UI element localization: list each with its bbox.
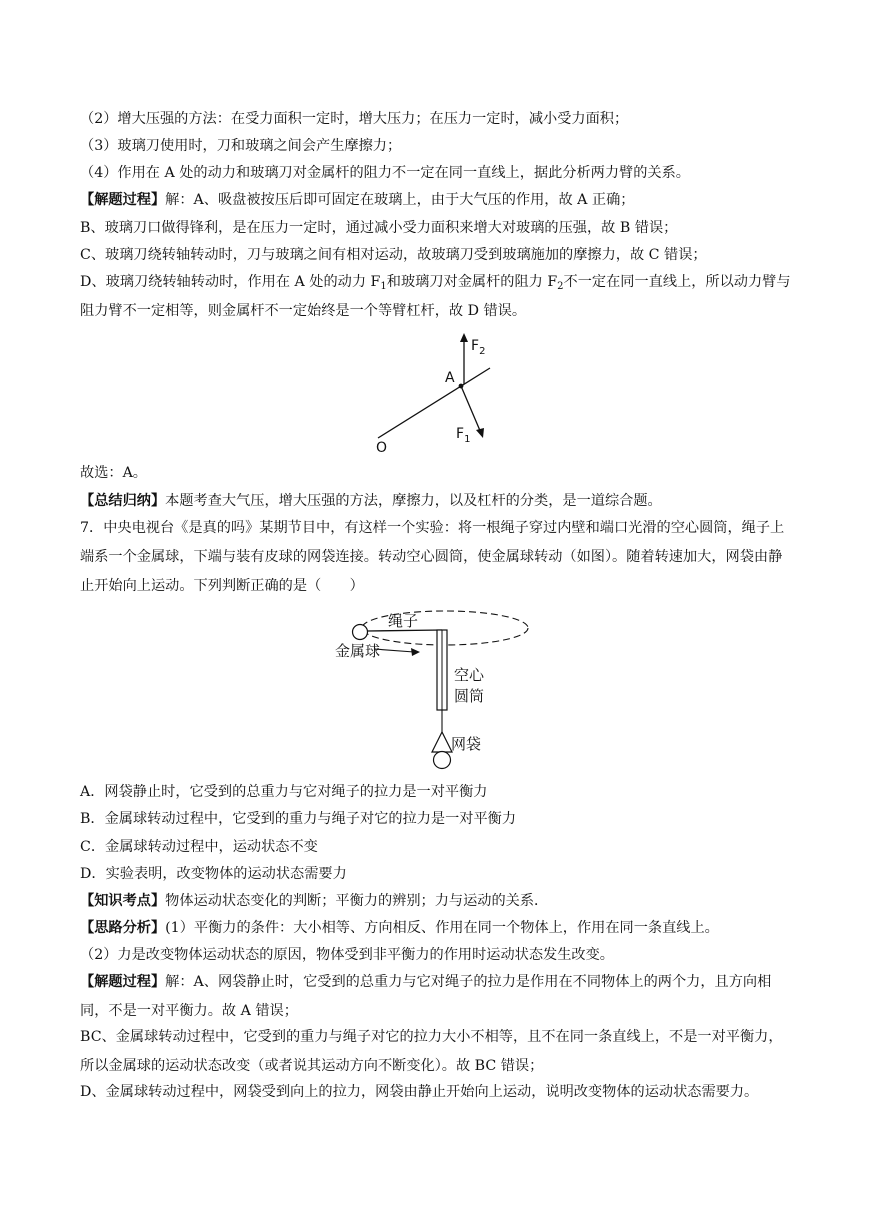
text-span: 和玻璃刀对金属杆的阻力 F (386, 274, 558, 290)
lever-diagram (370, 330, 500, 460)
text-paragraph (80, 268, 796, 326)
option-c: C．金属球转动过程中，运动状态不变 (80, 839, 318, 855)
subscript: 1 (380, 281, 387, 292)
text-span: 物体运动状态变化的判断；平衡力的辨别；力与运动的关系． (165, 893, 549, 909)
text-line: （3）玻璃刀使用时，刀和玻璃之间会产生摩擦力； (80, 138, 402, 154)
text-line (80, 491, 662, 511)
rubber-ball (434, 752, 451, 769)
label-ball: 金属球 (335, 642, 381, 660)
option-b: B．金属球转动过程中，它受到的重力与绳子对它的拉力是一对平衡力 (80, 811, 517, 827)
f1-arrowhead (476, 428, 484, 438)
text-line (80, 918, 719, 938)
f2-arrowhead (460, 333, 468, 342)
text-line: C、玻璃刀绕转轴转动时，刀与玻璃之间有相对运动，故玻璃刀受到玻璃施加的摩擦力，故 C 错误； (80, 247, 707, 263)
label-tube-1: 空心 (454, 666, 485, 684)
text-line: （2）力是改变物体运动状态的原因，物体受到非平衡力的作用时运动状态发生改变。 (80, 947, 614, 963)
text-line: 故选：A。 (80, 465, 147, 481)
text-span: 解：A、吸盘被按压后即可固定在玻璃上，由于大气压的作用，故 A 正确； (165, 192, 635, 208)
text-paragraph: BC、金属球转动过程中，它受到的重力与绳子对它的拉力大小不相等，且不在同一条直线上，不是一对平衡力，所以金属球的运动状态改变（或者说其运动方向不断变化）。故 BC 错误； (80, 1029, 783, 1074)
point-a-dot (459, 384, 464, 389)
label-o: O (376, 440, 388, 456)
label-rope: 绳子 (388, 612, 419, 630)
text-line: （2）增大压强的方法：在受力面积一定时，增大压力；在压力一定时，减小受力面积； (80, 111, 629, 127)
lever-rod (378, 368, 490, 438)
section-tag: 【解题过程】 (80, 192, 166, 208)
section-tag: 【思路分析】 (80, 920, 166, 936)
section-tag: 【知识考点】 (80, 893, 166, 909)
subscript: 2 (557, 281, 564, 292)
question-7: 7．中央电视台《是真的吗》某期节目中，有这样一个实验：将一根绳子穿过内壁和端口光滑的空心圆筒，绳子上端系一个金属球，下端与装有皮球的网袋连接。转动空心圆筒，使金属球转动（如图）。随着转速加大，网袋由静止开始向上运动。下列判断正确的是（ ） (80, 520, 785, 594)
section-tag: 【解题过程】 (80, 974, 166, 990)
section-tag: 【总结归纳】 (80, 493, 166, 509)
option-a: A．网袋静止时，它受到的总重力与它对绳子的拉力是一对平衡力 (80, 784, 488, 800)
text-span: (1）平衡力的条件：大小相等、方向相反、作用在同一个物体上，作用在同一条直线上。 (165, 920, 719, 936)
text-line (80, 891, 548, 911)
label-a: A (445, 370, 455, 386)
label-f1: $F_1$ (456, 426, 471, 445)
text-span: 不一定在同一直线上，所以动力臂与阻力臂不一定相等，则金属杆不一定始终是一个等臂杠杆，故 D 错误。 (80, 274, 791, 319)
net-bag (432, 732, 452, 752)
text-span: D、玻璃刀绕转轴转动时，作用在 A 处的动力 F (80, 274, 381, 290)
text-paragraph (80, 968, 796, 1026)
ball-pointer-head (411, 648, 420, 656)
text-span: 本题考查大气压，增大压强的方法，摩擦力，以及杠杆的分类，是一道综合题。 (165, 493, 662, 509)
text-line (80, 190, 634, 210)
label-f2: $F_2$ (471, 338, 486, 357)
text-line: （4）作用在 A 处的动力和玻璃刀对金属杆的阻力不一定在同一直线上，据此分析两力臂的关系。 (80, 165, 690, 181)
text-span: 解：A、网袋静止时，它受到的总重力与它对绳子的拉力是作用在不同物体上的两个力，且方向相同，不是一对平衡力。故 A 错误； (80, 974, 772, 1019)
text-line: D、金属球转动过程中，网袋受到向上的拉力，网袋由静止开始向上运动，说明改变物体的运动状态需要力。 (80, 1084, 759, 1100)
label-bag: 网袋 (451, 735, 482, 753)
text-line: B、玻璃刀口做得锋利，是在压力一定时，通过减小受力面积来增大对玻璃的压强，故 B 错误； (80, 220, 678, 236)
rotation-diagram (330, 604, 540, 774)
label-tube-2: 圆筒 (454, 687, 485, 705)
option-d: D．实验表明，改变物体的运动状态需要力 (80, 866, 347, 882)
metal-ball (353, 625, 368, 640)
rope-top (367, 630, 442, 631)
